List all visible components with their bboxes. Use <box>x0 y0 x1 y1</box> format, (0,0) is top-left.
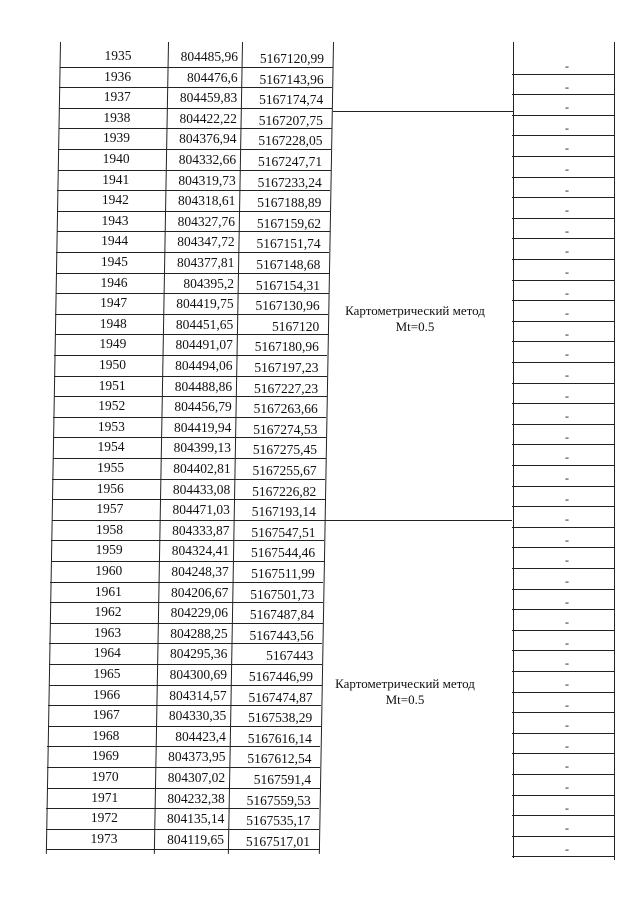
coord-y: 5167517,01 <box>245 833 310 849</box>
coord-x: 804248,37 <box>171 564 229 579</box>
row-rule <box>49 643 322 644</box>
column-rule <box>513 42 514 858</box>
coord-y: 5167474,87 <box>248 689 313 705</box>
row-rule <box>49 664 322 665</box>
remark-rule <box>512 465 615 466</box>
row-rule <box>53 417 326 418</box>
point-number: 1937 <box>103 89 131 105</box>
coord-x: 804451,65 <box>175 316 234 332</box>
point-number: 1941 <box>102 171 130 187</box>
coord-y: 5167616,14 <box>247 730 312 746</box>
method-label-1 <box>325 303 505 335</box>
point-number: 1938 <box>103 109 131 125</box>
point-number: 1956 <box>96 480 124 496</box>
row-rule <box>51 561 324 562</box>
coord-x: 804459,83 <box>179 90 238 106</box>
row-rule <box>56 273 329 274</box>
remark-dash: - <box>565 347 569 362</box>
remark-dash: - <box>565 429 569 444</box>
point-number: 1962 <box>94 604 122 620</box>
coord-x: 804319,73 <box>178 172 236 188</box>
coord-x: 804433,08 <box>172 481 231 497</box>
point-number: 1936 <box>104 68 132 84</box>
remark-dash: - <box>565 388 569 403</box>
method-label-2 <box>315 676 495 708</box>
coord-y: 5167130,96 <box>255 298 320 314</box>
row-rule <box>60 67 333 68</box>
remark-dash: - <box>565 512 569 527</box>
point-number: 1970 <box>91 769 119 784</box>
coord-x: 804333,87 <box>172 522 230 538</box>
remark-dash: - <box>565 821 569 836</box>
coord-x: 804229,06 <box>170 605 229 621</box>
coord-y: 5167275,45 <box>252 442 317 458</box>
remark-dash: - <box>565 656 569 671</box>
coord-x: 804395,2 <box>183 275 234 291</box>
remark-rule <box>512 218 615 219</box>
coord-y: 5167120 <box>271 318 320 334</box>
coord-x: 804494,06 <box>175 358 233 373</box>
coord-x: 804119,65 <box>167 831 224 847</box>
point-number: 1957 <box>96 501 124 517</box>
row-rule <box>52 520 325 521</box>
row-rule <box>52 479 325 480</box>
row-rule <box>53 437 326 438</box>
remark-rule <box>512 486 615 487</box>
remark-dash: - <box>565 79 569 94</box>
remark-rule <box>512 259 615 260</box>
row-rule <box>56 252 329 253</box>
row-rule <box>48 705 321 706</box>
remark-rule <box>512 630 615 631</box>
coord-x: 804347,72 <box>177 234 235 250</box>
coord-x: 804491,07 <box>175 337 233 353</box>
remark-rule <box>512 609 615 610</box>
row-rule <box>54 355 327 356</box>
coord-y: 5167263,66 <box>253 401 318 417</box>
remark-rule <box>512 403 615 404</box>
coord-y: 5167535,17 <box>246 813 311 829</box>
coord-x: 804471,03 <box>172 502 230 518</box>
point-number: 1935 <box>104 48 132 63</box>
coord-y: 5167197,23 <box>254 360 319 375</box>
coord-y: 5167544,46 <box>251 545 316 561</box>
remark-rule <box>512 115 615 116</box>
coord-y: 5167207,75 <box>258 112 323 128</box>
point-number: 1965 <box>93 666 121 681</box>
remark-dash: - <box>565 780 569 794</box>
coord-x: 804330,35 <box>168 708 227 724</box>
remark-rule <box>512 321 615 322</box>
coord-y: 5167226,82 <box>252 483 317 499</box>
remark-dash: - <box>565 409 569 424</box>
point-number: 1950 <box>98 357 126 372</box>
remark-dash: - <box>565 738 569 753</box>
row-rule <box>50 623 323 624</box>
row-rule <box>50 602 323 603</box>
remark-rule <box>512 506 615 507</box>
remark-rule <box>512 197 615 198</box>
method-name: Картометрический метод <box>345 303 485 318</box>
remark-dash: - <box>565 841 569 856</box>
remark-dash: - <box>565 141 569 156</box>
remark-rule <box>512 383 615 384</box>
coord-x: 804419,75 <box>176 296 234 312</box>
coord-x: 804300,69 <box>169 667 227 682</box>
coord-x: 804327,76 <box>177 213 236 229</box>
coord-x: 804206,67 <box>171 584 229 600</box>
coord-x: 804376,94 <box>179 131 237 147</box>
remark-rule <box>512 135 615 136</box>
remark-dash: - <box>565 677 569 691</box>
point-number: 1968 <box>92 727 120 743</box>
coord-x: 804377,81 <box>176 255 235 270</box>
coord-y: 5167487,84 <box>249 607 315 623</box>
row-rule <box>53 458 326 459</box>
coord-x: 804476,6 <box>187 69 238 85</box>
coord-x: 804485,96 <box>180 49 238 64</box>
coord-x: 804488,86 <box>174 378 233 394</box>
coord-y: 5167120,99 <box>259 51 324 66</box>
coord-y: 5167274,53 <box>253 421 318 437</box>
remark-dash: - <box>565 100 569 115</box>
remark-dash: - <box>565 203 569 218</box>
point-number: 1948 <box>99 315 127 331</box>
remark-rule <box>512 362 615 363</box>
point-number: 1953 <box>97 418 125 434</box>
method-name: Картометрический метод <box>335 676 475 691</box>
point-number: 1943 <box>101 212 129 228</box>
coord-y: 5167180,96 <box>254 339 319 355</box>
remark-dash: - <box>565 182 569 197</box>
remark-dash: - <box>565 368 569 382</box>
remark-rule <box>512 589 615 590</box>
coord-x: 804332,66 <box>178 152 237 167</box>
remark-dash: - <box>565 285 569 300</box>
remark-dash: - <box>565 162 569 176</box>
row-rule <box>50 582 323 583</box>
coord-y: 5167501,73 <box>250 586 315 602</box>
remark-rule <box>512 795 615 796</box>
point-number: 1946 <box>100 274 128 290</box>
coord-y: 5167159,62 <box>256 215 322 231</box>
point-number: 1949 <box>99 336 127 352</box>
remark-dash: - <box>565 635 569 650</box>
coord-y: 5167154,31 <box>255 277 320 293</box>
point-number: 1967 <box>92 707 120 723</box>
coord-y: 5167148,68 <box>256 257 321 272</box>
point-number: 1959 <box>95 542 123 558</box>
remark-dash: - <box>565 697 569 712</box>
point-number: 1960 <box>95 563 123 578</box>
remark-dash: - <box>565 800 569 815</box>
point-number: 1939 <box>103 130 131 146</box>
remark-rule <box>512 568 615 569</box>
coord-y: 5167559,53 <box>246 792 311 808</box>
remark-dash: - <box>565 326 569 341</box>
row-rule <box>54 396 327 397</box>
coord-x: 804423,4 <box>175 728 226 744</box>
row-rule <box>47 767 320 768</box>
remark-rule <box>512 74 615 75</box>
remark-rule <box>512 177 615 178</box>
remark-dash: - <box>565 759 569 774</box>
row-rule <box>48 726 321 727</box>
group-rule <box>333 111 513 112</box>
remark-rule <box>512 815 615 816</box>
point-number: 1954 <box>97 439 125 455</box>
row-rule <box>52 499 325 500</box>
point-number: 1940 <box>102 151 130 166</box>
coord-y: 5167511,99 <box>251 566 315 581</box>
coord-y: 5167233,24 <box>257 174 322 190</box>
remark-rule <box>512 692 615 693</box>
remark-rule <box>512 527 615 528</box>
coord-y: 5167143,96 <box>259 71 324 87</box>
remark-rule <box>512 238 615 239</box>
remark-rule <box>512 300 615 301</box>
row-rule <box>55 314 328 315</box>
coord-x: 804399,13 <box>173 440 231 456</box>
row-rule <box>56 293 329 294</box>
point-number: 1961 <box>94 583 122 599</box>
row-rule <box>58 149 331 150</box>
remark-rule <box>512 753 615 754</box>
remark-dash: - <box>565 306 569 321</box>
remark-rule <box>512 280 615 281</box>
row-rule <box>59 87 332 88</box>
coord-y: 5167446,99 <box>248 669 313 684</box>
row-rule <box>59 128 332 129</box>
point-number: 1973 <box>90 830 118 846</box>
coord-y: 5167193,14 <box>251 504 316 520</box>
point-number: 1952 <box>98 398 126 414</box>
coord-y: 5167151,74 <box>256 236 321 252</box>
point-number: 1958 <box>96 521 124 537</box>
row-rule <box>57 231 330 232</box>
remark-dash: - <box>565 574 569 588</box>
coord-y: 5167612,54 <box>247 751 312 767</box>
coord-y: 5167591,4 <box>253 772 312 787</box>
coord-y: 5167227,23 <box>253 380 319 396</box>
remark-rule <box>512 712 615 713</box>
point-number: 1963 <box>94 624 122 640</box>
coord-y: 5167255,67 <box>252 463 317 478</box>
row-rule <box>57 190 330 191</box>
column-rule <box>614 42 615 860</box>
point-number: 1955 <box>97 460 125 475</box>
row-rule <box>55 334 328 335</box>
remark-dash: - <box>565 594 569 609</box>
remark-dash: - <box>565 532 569 547</box>
coord-y: 5167443 <box>266 648 314 664</box>
remark-rule <box>512 650 615 651</box>
coord-x: 804135,14 <box>166 811 225 827</box>
remark-rule <box>512 94 615 95</box>
coord-x: 804232,38 <box>167 790 225 806</box>
coord-x: 804318,61 <box>178 193 236 209</box>
remark-dash: - <box>565 59 569 73</box>
remark-rule <box>512 733 615 734</box>
coord-x: 804295,36 <box>169 646 228 662</box>
row-rule <box>49 685 322 686</box>
coord-y: 5167228,05 <box>258 133 323 149</box>
coord-x: 804288,25 <box>170 625 228 641</box>
remark-dash: - <box>565 471 569 485</box>
coord-y: 5167443,56 <box>249 627 314 643</box>
coord-y: 5167247,71 <box>258 154 323 169</box>
remark-rule <box>512 156 615 157</box>
coord-x: 804402,81 <box>173 461 231 476</box>
coord-x: 804456,79 <box>174 399 232 415</box>
row-rule <box>46 849 319 850</box>
remark-dash: - <box>565 718 569 733</box>
point-number: 1969 <box>91 748 119 764</box>
point-number: 1971 <box>91 789 119 805</box>
coord-y: 5167188,89 <box>257 195 322 211</box>
row-rule <box>54 376 327 377</box>
coord-y: 5167538,29 <box>248 710 313 726</box>
row-rule <box>46 808 319 809</box>
coord-x: 804324,41 <box>171 543 230 559</box>
remark-dash: - <box>565 120 569 135</box>
row-rule <box>47 746 320 747</box>
row-rule <box>58 170 331 171</box>
point-number: 1944 <box>101 233 129 249</box>
point-number: 1964 <box>93 645 121 661</box>
coord-y: 5167547,51 <box>251 524 316 540</box>
remark-dash: - <box>565 553 569 568</box>
row-rule <box>57 211 330 212</box>
method-accuracy: Mt=0.5 <box>385 692 425 707</box>
remark-rule <box>512 836 615 837</box>
remark-rule <box>512 341 615 342</box>
remark-rule <box>512 444 615 445</box>
group-rule <box>318 520 512 521</box>
coord-x: 804422,22 <box>179 110 237 126</box>
point-number: 1942 <box>101 192 129 208</box>
remark-rule <box>512 856 615 857</box>
point-number: 1972 <box>90 810 118 826</box>
remark-dash: - <box>565 450 569 465</box>
remark-rule <box>512 424 615 425</box>
coord-y: 5167174,74 <box>259 92 324 108</box>
coord-x: 804307,02 <box>167 770 226 785</box>
row-rule <box>59 108 332 109</box>
point-number: 1951 <box>98 377 126 393</box>
remark-rule <box>512 547 615 548</box>
remark-rule <box>512 774 615 775</box>
point-number: 1947 <box>100 295 128 311</box>
row-rule <box>46 829 319 830</box>
row-rule <box>51 540 324 541</box>
method-accuracy: Mt=0.5 <box>395 319 435 334</box>
remark-dash: - <box>565 265 569 279</box>
remark-rule <box>512 671 615 672</box>
remark-dash: - <box>565 491 569 506</box>
coord-x: 804314,57 <box>169 687 227 703</box>
coord-x: 804419,94 <box>173 419 232 435</box>
row-rule <box>47 788 320 789</box>
remark-dash: - <box>565 223 569 238</box>
remark-dash: - <box>565 244 569 259</box>
point-number: 1966 <box>93 686 121 702</box>
point-number: 1945 <box>100 254 128 269</box>
coord-x: 804373,95 <box>168 749 226 765</box>
remark-dash: - <box>565 615 569 630</box>
